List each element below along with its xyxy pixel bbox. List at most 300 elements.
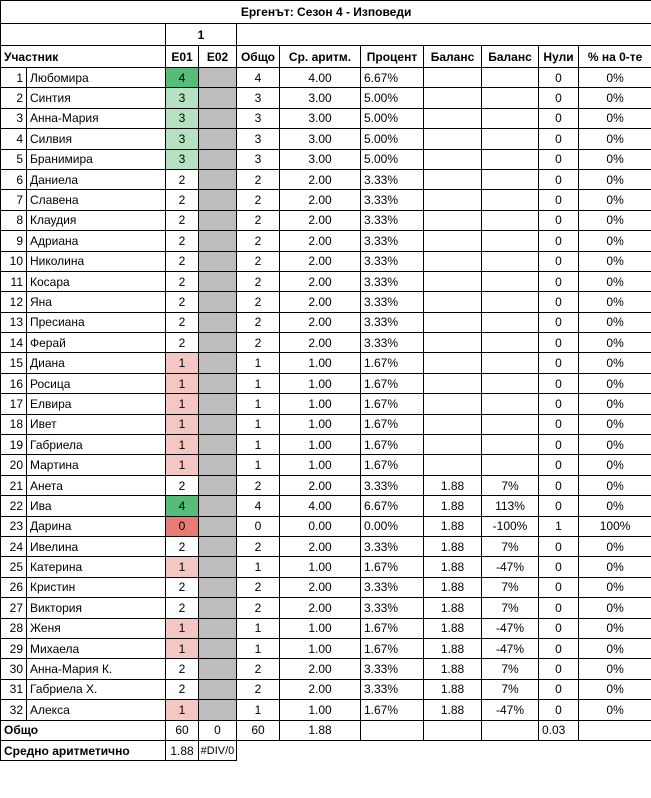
zeros-percent: 0% — [579, 231, 651, 251]
participant-name: Пресиана — [27, 312, 166, 332]
participant-name: Анна-Мария — [27, 108, 166, 128]
participant-name: Косара — [27, 271, 166, 291]
score-average: 2.00 — [280, 679, 361, 699]
score-percent: 1.67% — [361, 394, 424, 414]
score-total: 2 — [237, 210, 280, 230]
zeros-count: 0 — [539, 679, 579, 699]
score-percent: 3.33% — [361, 231, 424, 251]
average-e02: #DIV/0 — [199, 740, 237, 760]
score-e01: 1 — [166, 618, 199, 638]
score-e01: 2 — [166, 231, 199, 251]
score-average: 2.00 — [280, 475, 361, 495]
score-e02 — [199, 414, 237, 434]
balance-percent: 7% — [482, 475, 539, 495]
zeros-percent: 0% — [579, 638, 651, 658]
row-number: 6 — [1, 169, 27, 189]
participant-name: Росица — [27, 373, 166, 393]
score-percent: 6.67% — [361, 496, 424, 516]
row-number: 9 — [1, 231, 27, 251]
score-e02 — [199, 149, 237, 169]
zeros-count: 0 — [539, 557, 579, 577]
zeros-percent: 0% — [579, 68, 651, 88]
score-e02 — [199, 455, 237, 475]
score-total: 2 — [237, 333, 280, 353]
participant-name: Ферай — [27, 333, 166, 353]
score-e02 — [199, 333, 237, 353]
row-number: 25 — [1, 557, 27, 577]
balance-percent: -47% — [482, 557, 539, 577]
score-average: 1.00 — [280, 700, 361, 720]
week-label: 1 — [166, 24, 237, 46]
score-average: 2.00 — [280, 312, 361, 332]
score-e02 — [199, 475, 237, 495]
score-average: 2.00 — [280, 536, 361, 556]
balance-value — [424, 271, 482, 291]
totals-total: 60 — [237, 720, 280, 740]
balance-value — [424, 129, 482, 149]
zeros-count: 0 — [539, 638, 579, 658]
balance-percent — [482, 88, 539, 108]
zeros-percent: 0% — [579, 394, 651, 414]
score-percent: 3.33% — [361, 598, 424, 618]
participant-name: Даниела — [27, 169, 166, 189]
score-average: 2.00 — [280, 190, 361, 210]
totals-zero-percent — [579, 720, 651, 740]
score-percent: 1.67% — [361, 700, 424, 720]
zeros-count: 0 — [539, 659, 579, 679]
score-percent: 6.67% — [361, 68, 424, 88]
score-e02 — [199, 679, 237, 699]
table-row — [1, 210, 651, 230]
row-number: 4 — [1, 129, 27, 149]
totals-label: Общо — [1, 720, 166, 740]
balance-percent — [482, 353, 539, 373]
balance-percent — [482, 312, 539, 332]
score-percent: 3.33% — [361, 169, 424, 189]
score-total: 1 — [237, 638, 280, 658]
balance-value: 1.88 — [424, 598, 482, 618]
participant-name: Женя — [27, 618, 166, 638]
zeros-count: 0 — [539, 700, 579, 720]
score-e02 — [199, 394, 237, 414]
table-row — [1, 129, 651, 149]
row-number: 20 — [1, 455, 27, 475]
participant-name: Габриела Х. — [27, 679, 166, 699]
score-percent: 3.33% — [361, 292, 424, 312]
score-e01: 2 — [166, 251, 199, 271]
zeros-count: 0 — [539, 455, 579, 475]
score-e01: 1 — [166, 353, 199, 373]
score-average: 3.00 — [280, 108, 361, 128]
row-number: 5 — [1, 149, 27, 169]
score-e01: 2 — [166, 190, 199, 210]
score-e02 — [199, 210, 237, 230]
balance-percent — [482, 333, 539, 353]
balance-percent — [482, 129, 539, 149]
table-row — [1, 271, 651, 291]
balance-value: 1.88 — [424, 638, 482, 658]
row-number: 24 — [1, 536, 27, 556]
score-e01: 3 — [166, 129, 199, 149]
balance-value: 1.88 — [424, 659, 482, 679]
zeros-count: 0 — [539, 536, 579, 556]
score-percent: 1.67% — [361, 373, 424, 393]
participant-name: Ивет — [27, 414, 166, 434]
table-row — [1, 618, 651, 638]
table-row — [1, 455, 651, 475]
score-total: 2 — [237, 292, 280, 312]
score-average: 2.00 — [280, 271, 361, 291]
zeros-percent: 0% — [579, 455, 651, 475]
score-e01: 2 — [166, 577, 199, 597]
table-row — [1, 700, 651, 720]
score-e02 — [199, 68, 237, 88]
zeros-percent: 0% — [579, 88, 651, 108]
balance-value — [424, 414, 482, 434]
score-e01: 2 — [166, 659, 199, 679]
balance-percent: 7% — [482, 659, 539, 679]
row-number: 26 — [1, 577, 27, 597]
participant-name: Виктория — [27, 598, 166, 618]
balance-value — [424, 210, 482, 230]
table-row — [1, 414, 651, 434]
score-e02 — [199, 638, 237, 658]
balance-percent — [482, 231, 539, 251]
score-e01: 2 — [166, 312, 199, 332]
header-balance-1: Баланс — [424, 46, 482, 68]
zeros-count: 0 — [539, 231, 579, 251]
balance-percent — [482, 373, 539, 393]
balance-value: 1.88 — [424, 700, 482, 720]
balance-value: 1.88 — [424, 516, 482, 536]
zeros-count: 0 — [539, 475, 579, 495]
score-average: 2.00 — [280, 231, 361, 251]
table-row — [1, 496, 651, 516]
row-number: 27 — [1, 598, 27, 618]
score-e02 — [199, 618, 237, 638]
table-row — [1, 659, 651, 679]
balance-percent: 7% — [482, 679, 539, 699]
score-average: 1.00 — [280, 557, 361, 577]
score-e02 — [199, 169, 237, 189]
participant-name: Ива — [27, 496, 166, 516]
score-average: 2.00 — [280, 577, 361, 597]
zeros-percent: 0% — [579, 373, 651, 393]
balance-percent — [482, 169, 539, 189]
score-total: 2 — [237, 312, 280, 332]
score-percent: 3.33% — [361, 333, 424, 353]
score-average: 1.00 — [280, 618, 361, 638]
zeros-count: 0 — [539, 68, 579, 88]
zeros-count: 0 — [539, 271, 579, 291]
zeros-percent: 0% — [579, 618, 651, 638]
score-total: 3 — [237, 108, 280, 128]
balance-percent: 7% — [482, 598, 539, 618]
table-row — [1, 516, 651, 536]
balance-value: 1.88 — [424, 618, 482, 638]
participant-name: Елвира — [27, 394, 166, 414]
score-e01: 1 — [166, 700, 199, 720]
participant-name: Анна-Мария К. — [27, 659, 166, 679]
balance-value: 1.88 — [424, 475, 482, 495]
balance-percent — [482, 455, 539, 475]
balance-value — [424, 353, 482, 373]
header-e01: E01 — [166, 46, 199, 68]
score-average: 2.00 — [280, 210, 361, 230]
zeros-percent: 0% — [579, 659, 651, 679]
zeros-count: 0 — [539, 210, 579, 230]
participant-name: Кристин — [27, 577, 166, 597]
zeros-percent: 100% — [579, 516, 651, 536]
zeros-percent: 0% — [579, 598, 651, 618]
zeros-percent: 0% — [579, 169, 651, 189]
participant-name: Мартина — [27, 455, 166, 475]
row-number: 16 — [1, 373, 27, 393]
zeros-percent: 0% — [579, 700, 651, 720]
totals-e01: 60 — [166, 720, 199, 740]
score-e01: 2 — [166, 210, 199, 230]
table-row — [1, 353, 651, 373]
row-number: 29 — [1, 638, 27, 658]
table-row — [1, 108, 651, 128]
balance-percent — [482, 292, 539, 312]
score-average: 4.00 — [280, 68, 361, 88]
totals-e02: 0 — [199, 720, 237, 740]
zeros-count: 0 — [539, 333, 579, 353]
zeros-count: 0 — [539, 108, 579, 128]
participant-name: Диана — [27, 353, 166, 373]
table-row — [1, 435, 651, 455]
score-percent: 3.33% — [361, 679, 424, 699]
zeros-count: 0 — [539, 129, 579, 149]
balance-percent — [482, 190, 539, 210]
score-e01: 2 — [166, 679, 199, 699]
score-total: 3 — [237, 149, 280, 169]
balance-value — [424, 394, 482, 414]
score-e02 — [199, 577, 237, 597]
score-e02 — [199, 292, 237, 312]
score-total: 2 — [237, 190, 280, 210]
zeros-percent: 0% — [579, 251, 651, 271]
table-row — [1, 536, 651, 556]
row-number: 12 — [1, 292, 27, 312]
score-e02 — [199, 108, 237, 128]
balance-percent — [482, 149, 539, 169]
zeros-percent: 0% — [579, 679, 651, 699]
score-total: 1 — [237, 414, 280, 434]
balance-value — [424, 231, 482, 251]
score-percent: 3.33% — [361, 475, 424, 495]
score-percent: 5.00% — [361, 149, 424, 169]
participant-name: Славена — [27, 190, 166, 210]
score-e02 — [199, 353, 237, 373]
table-row — [1, 577, 651, 597]
zeros-count: 0 — [539, 149, 579, 169]
score-e01: 0 — [166, 516, 199, 536]
score-e01: 1 — [166, 455, 199, 475]
table-row — [1, 231, 651, 251]
zeros-percent: 0% — [579, 435, 651, 455]
sheet-title: Ергенът: Сезон 4 - Изповеди — [1, 1, 651, 24]
score-percent: 3.33% — [361, 210, 424, 230]
zeros-count: 0 — [539, 577, 579, 597]
score-e02 — [199, 700, 237, 720]
balance-percent — [482, 271, 539, 291]
participant-name: Любомира — [27, 68, 166, 88]
score-percent: 1.67% — [361, 618, 424, 638]
score-e01: 2 — [166, 169, 199, 189]
row-number: 31 — [1, 679, 27, 699]
zeros-percent: 0% — [579, 292, 651, 312]
score-e02 — [199, 373, 237, 393]
zeros-percent: 0% — [579, 149, 651, 169]
score-total: 2 — [237, 679, 280, 699]
score-total: 4 — [237, 68, 280, 88]
score-percent: 3.33% — [361, 271, 424, 291]
score-e02 — [199, 598, 237, 618]
score-average: 0.00 — [280, 516, 361, 536]
score-e02 — [199, 251, 237, 271]
table-row — [1, 394, 651, 414]
score-e01: 3 — [166, 149, 199, 169]
score-e02 — [199, 557, 237, 577]
score-total: 2 — [237, 598, 280, 618]
zeros-percent: 0% — [579, 353, 651, 373]
header-zeros: Нули — [539, 46, 579, 68]
score-percent: 1.67% — [361, 557, 424, 577]
table-row — [1, 373, 651, 393]
score-average: 1.00 — [280, 373, 361, 393]
score-percent: 3.33% — [361, 190, 424, 210]
zeros-percent: 0% — [579, 414, 651, 434]
header-percent: Процент — [361, 46, 424, 68]
participant-name: Адриана — [27, 231, 166, 251]
totals-balance-1 — [424, 720, 482, 740]
score-e02 — [199, 659, 237, 679]
table-row — [1, 598, 651, 618]
score-total: 1 — [237, 557, 280, 577]
average-label: Средно аритметично — [1, 740, 166, 760]
row-number: 15 — [1, 353, 27, 373]
table-row — [1, 638, 651, 658]
zeros-count: 0 — [539, 312, 579, 332]
score-percent: 3.33% — [361, 577, 424, 597]
participant-name: Михаела — [27, 638, 166, 658]
row-number: 28 — [1, 618, 27, 638]
score-e01: 1 — [166, 373, 199, 393]
score-e01: 1 — [166, 435, 199, 455]
score-total: 3 — [237, 129, 280, 149]
score-e02 — [199, 536, 237, 556]
row-number: 30 — [1, 659, 27, 679]
score-total: 2 — [237, 231, 280, 251]
score-total: 1 — [237, 700, 280, 720]
blank-header-cell — [237, 24, 651, 46]
balance-value: 1.88 — [424, 496, 482, 516]
balance-value — [424, 333, 482, 353]
table-row — [1, 68, 651, 88]
score-average: 1.00 — [280, 455, 361, 475]
score-e01: 1 — [166, 638, 199, 658]
row-number: 32 — [1, 700, 27, 720]
zeros-percent: 0% — [579, 129, 651, 149]
score-average: 2.00 — [280, 598, 361, 618]
balance-value: 1.88 — [424, 577, 482, 597]
header-e02: E02 — [199, 46, 237, 68]
score-percent: 5.00% — [361, 129, 424, 149]
header-average: Ср. аритм. — [280, 46, 361, 68]
row-number: 22 — [1, 496, 27, 516]
score-percent: 0.00% — [361, 516, 424, 536]
score-percent: 1.67% — [361, 638, 424, 658]
balance-value — [424, 312, 482, 332]
zeros-count: 0 — [539, 169, 579, 189]
score-percent: 3.33% — [361, 251, 424, 271]
balance-value — [424, 68, 482, 88]
score-e02 — [199, 496, 237, 516]
row-number: 23 — [1, 516, 27, 536]
score-percent: 1.67% — [361, 353, 424, 373]
score-average: 1.00 — [280, 414, 361, 434]
participant-name: Алекса — [27, 700, 166, 720]
score-average: 3.00 — [280, 149, 361, 169]
totals-balance-2 — [482, 720, 539, 740]
score-percent: 1.67% — [361, 435, 424, 455]
score-total: 2 — [237, 659, 280, 679]
row-number: 3 — [1, 108, 27, 128]
score-total: 3 — [237, 88, 280, 108]
balance-value — [424, 292, 482, 312]
score-average: 1.00 — [280, 353, 361, 373]
score-e01: 1 — [166, 557, 199, 577]
blank-header-cell — [1, 24, 166, 46]
participant-name: Анета — [27, 475, 166, 495]
row-number: 21 — [1, 475, 27, 495]
balance-percent — [482, 394, 539, 414]
balance-percent: 113% — [482, 496, 539, 516]
score-total: 2 — [237, 536, 280, 556]
row-number: 13 — [1, 312, 27, 332]
table-row — [1, 88, 651, 108]
balance-value — [424, 190, 482, 210]
totals-percent — [361, 720, 424, 740]
participant-name: Силвия — [27, 129, 166, 149]
score-total: 1 — [237, 435, 280, 455]
score-total: 1 — [237, 353, 280, 373]
table-row — [1, 312, 651, 332]
score-total: 2 — [237, 577, 280, 597]
zeros-count: 1 — [539, 516, 579, 536]
balance-percent — [482, 68, 539, 88]
balance-value — [424, 149, 482, 169]
score-e02 — [199, 312, 237, 332]
zeros-percent: 0% — [579, 108, 651, 128]
score-e01: 2 — [166, 475, 199, 495]
balance-percent: 7% — [482, 577, 539, 597]
zeros-percent: 0% — [579, 312, 651, 332]
zeros-count: 0 — [539, 435, 579, 455]
zeros-percent: 0% — [579, 333, 651, 353]
score-e01: 2 — [166, 271, 199, 291]
score-e02 — [199, 516, 237, 536]
balance-percent: -100% — [482, 516, 539, 536]
score-percent: 3.33% — [361, 659, 424, 679]
row-number: 10 — [1, 251, 27, 271]
row-number: 7 — [1, 190, 27, 210]
zeros-count: 0 — [539, 353, 579, 373]
table-row — [1, 169, 651, 189]
totals-zeros: 0.03 — [539, 720, 579, 740]
